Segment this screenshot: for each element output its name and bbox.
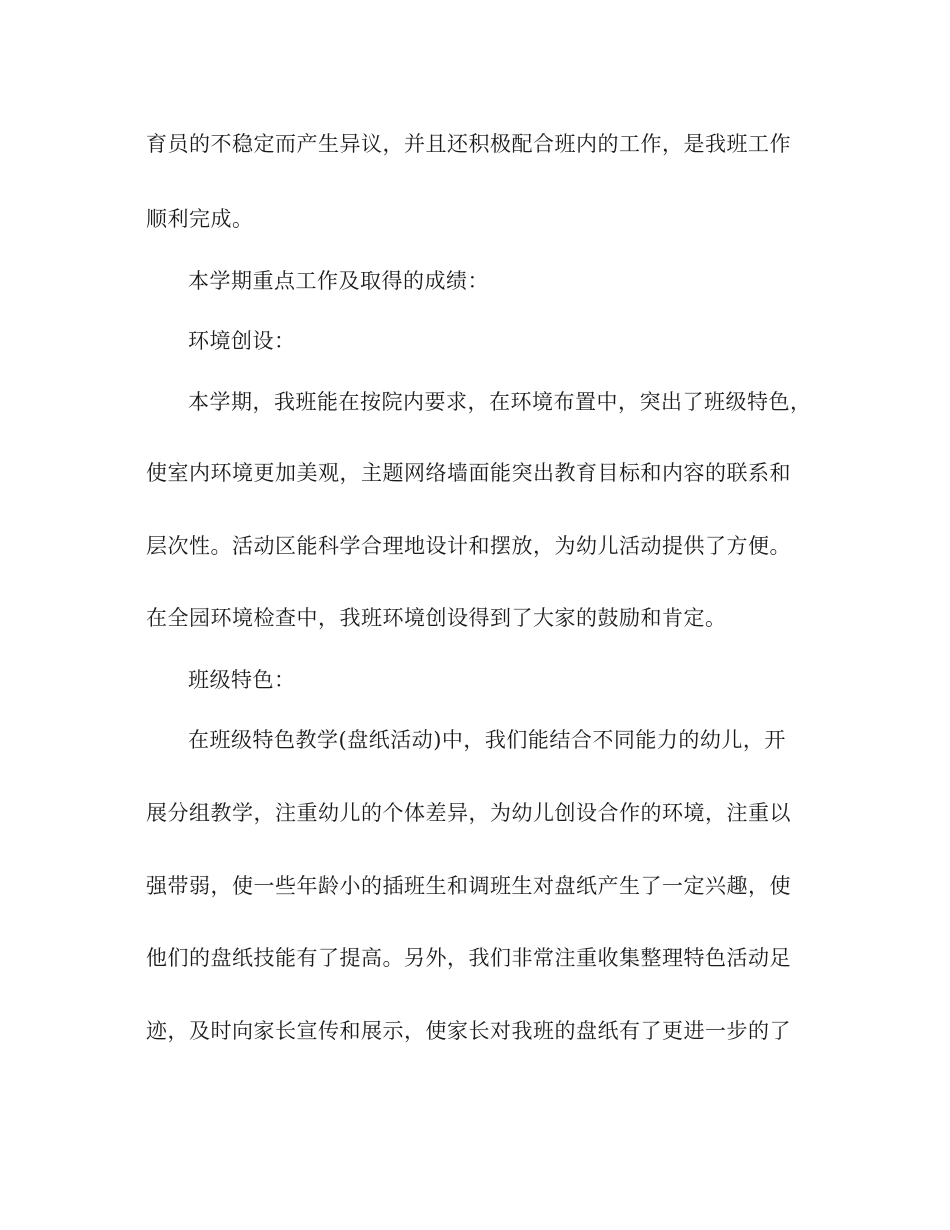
paragraph-line: 育员的不稳定而产生异议，并且还积极配合班内的工作，是我班工作 xyxy=(146,132,791,156)
paragraph-line: 在班级特色教学(盘纸活动)中，我们能结合不同能力的幼儿，开 xyxy=(188,728,786,752)
paragraph-line: 在全园环境检查中，我班环境创设得到了大家的鼓励和肯定。 xyxy=(146,606,727,630)
section-heading: 班级特色： xyxy=(188,668,296,692)
paragraph-line: 本学期，我班能在按院内要求，在环境布置中，突出了班级特色， xyxy=(188,390,812,414)
paragraph-line: 顺利完成。 xyxy=(146,207,254,231)
paragraph-line: 他们的盘纸技能有了提高。另外，我们非常注重收集整理特色活动足 xyxy=(146,946,791,970)
section-heading: 本学期重点工作及取得的成绩： xyxy=(188,269,489,293)
paragraph-line: 层次性。活动区能科学合理地设计和摆放，为幼儿活动提供了方便。 xyxy=(146,534,791,558)
section-heading: 环境创设： xyxy=(188,329,296,353)
paragraph-line: 展分组教学，注重幼儿的个体差异，为幼儿创设合作的环境，注重以 xyxy=(146,801,791,825)
paragraph-line: 使室内环境更加美观，主题网络墙面能突出教育目标和内容的联系和 xyxy=(146,461,791,485)
paragraph-line: 强带弱，使一些年龄小的插班生和调班生对盘纸产生了一定兴趣，使 xyxy=(146,874,791,898)
paragraph-line: 迹，及时向家长宣传和展示，使家长对我班的盘纸有了更进一步的了 xyxy=(146,1019,791,1043)
